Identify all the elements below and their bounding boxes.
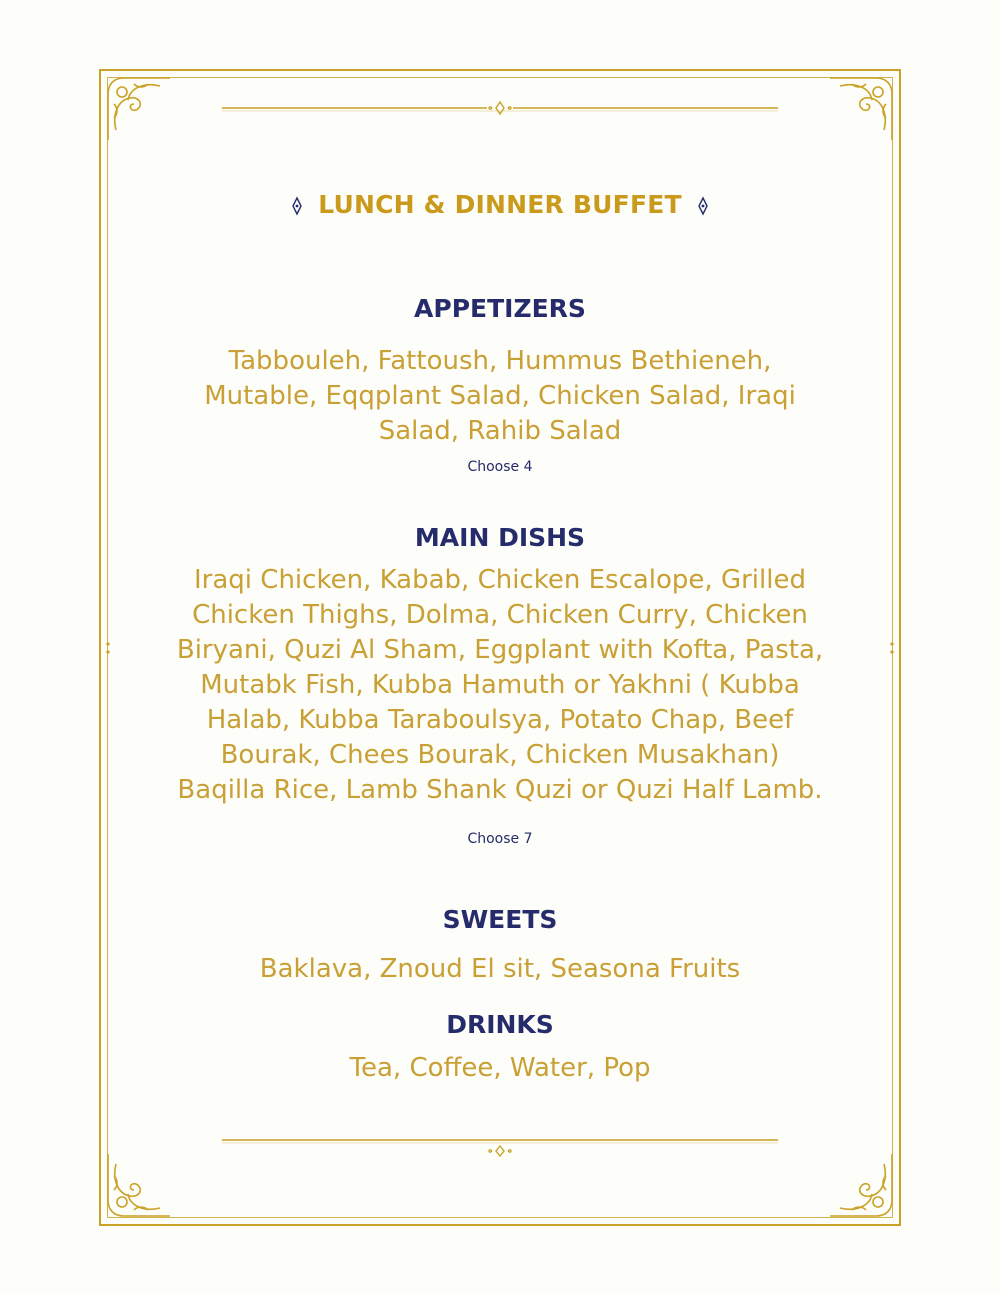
- menu-title-row: [0, 190, 1000, 219]
- main-dishes-items: Iraqi Chicken, Kabab, Chicken Escalope, Grilled Chicken Thighs, Dolma, Chicken Curry, Chicken Biryani, Quzi Al Sham, Eggplant with Kofta, Pasta, Mutabk Fish, Kubba Hamuth or Yakhni ( Kubba Halab, Kubba Taraboulsya, Potato Chap, Beef Bourak, Chees Bourak, Chicken Musakhan) Baqilla Rice, Lamb Shank Quzi or Quzi Half Lamb.: [176, 565, 824, 805]
- appetizers-title: APPETIZERS: [414, 294, 586, 323]
- corner-ornament-icon: [826, 74, 896, 144]
- drinks-items: Tea, Coffee, Water, Pop: [349, 1053, 651, 1083]
- divider-ornament-icon: [489, 102, 511, 114]
- diamond-ornament-icon: [696, 196, 710, 216]
- sweets-title: SWEETS: [442, 905, 558, 934]
- corner-ornament-icon: [826, 1150, 896, 1220]
- appetizers-note: Choose 4: [467, 459, 533, 475]
- menu-title: LUNCH & DINNER BUFFET: [318, 190, 682, 219]
- sweets-items: Baklava, Znoud El sit, Seasona Fruits: [259, 954, 741, 984]
- main-dishes-note: Choose 7: [467, 831, 533, 847]
- bottom-divider: [222, 1134, 778, 1160]
- top-divider: [222, 100, 778, 116]
- appetizers-items: Tabbouleh, Fattoush, Hummus Bethieneh, Mutable, Eqqplant Salad, Chicken Salad, Iraqi Salad, Rahib Salad: [204, 346, 796, 446]
- main-dishes-title: MAIN DISHS: [414, 523, 586, 552]
- divider-ornament-icon: [489, 1146, 511, 1156]
- diamond-ornament-icon: [290, 196, 304, 216]
- corner-ornament-icon: [104, 1150, 174, 1220]
- corner-ornament-icon: [104, 74, 174, 144]
- drinks-title: DRINKS: [446, 1010, 554, 1039]
- side-dot-icon: [888, 641, 896, 655]
- side-dot-icon: [104, 641, 112, 655]
